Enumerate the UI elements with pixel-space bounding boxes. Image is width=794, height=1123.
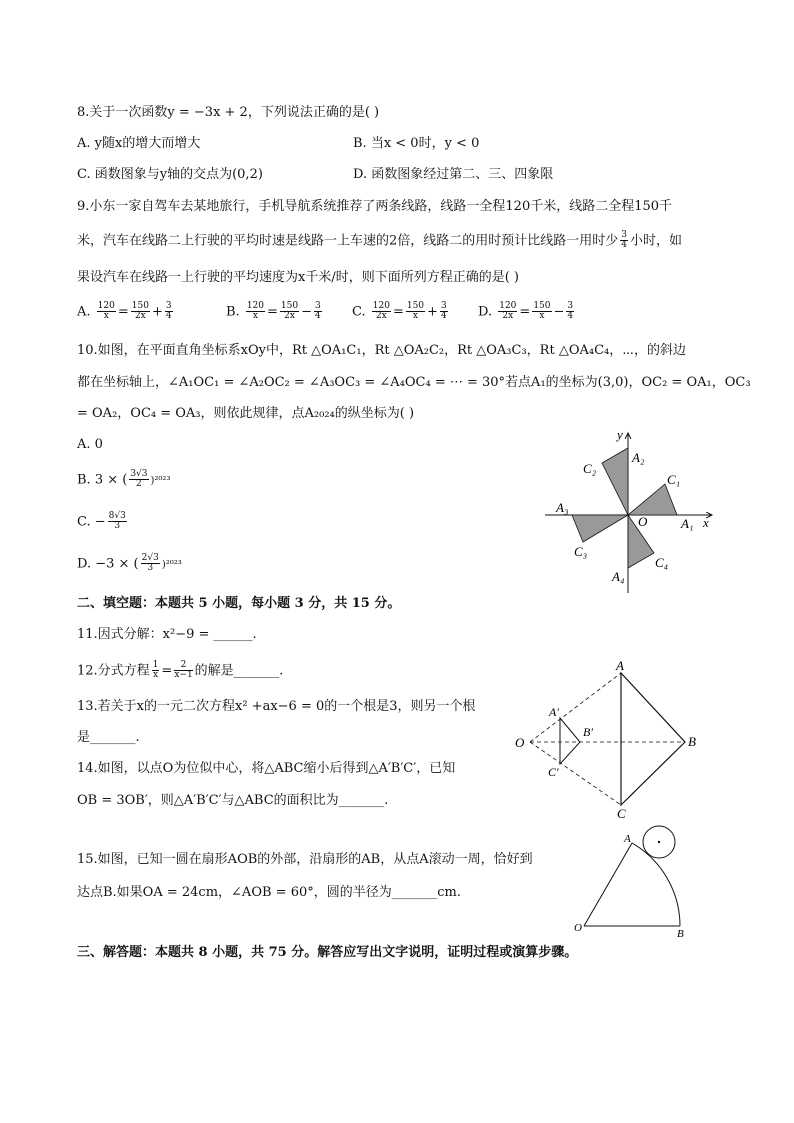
q9d-n2: 150 [533,301,551,311]
q9c-d3: 4 [440,311,447,322]
q9-line2-a: 米，汽车在线路二上行驶的平均时速是线路一上车速的2倍，线路二的用时预计比线路一用时少 [77,233,619,249]
circle-center [658,841,660,843]
fig14-label-o: O [515,735,525,750]
q9a-d1: x [103,311,109,322]
q8-option-a[interactable]: A. y随x的增大而增大 [77,136,201,151]
arc-ab [632,843,680,926]
q9-option-b[interactable]: B. $\frac{120}{x}$ = $\frac{150}{2x}$ − $\frac{3}{4}$ [226,301,321,322]
fig10-label-o: O [638,514,648,529]
q13-line1: 13.若关于x的一元二次方程x² +ax−6 = 0的一个根是3，则另一个根 [77,699,476,714]
fig14-label-cp: C′ [548,765,559,779]
q12-d2: x−1 [174,670,193,681]
fig14-label-bp: B′ [583,725,593,739]
fig10-label-a2: A₂ [632,450,645,465]
q9b-n1: 120 [246,301,265,311]
q8-option-c[interactable]: C. 函数图象与y轴的交点为(0,2) [77,167,263,182]
fig10-label-y: y [617,427,623,442]
q9a-d2: 2x [134,311,146,322]
q12-n2: 2 [174,661,192,671]
q9b-n3: 3 [315,301,321,311]
q9a-n2: 150 [131,301,149,311]
q10c-den: 3 [114,521,121,532]
q9a-label: A. [77,304,91,320]
q9b-op: − [301,304,313,320]
segment-oa [584,843,632,926]
q9d-label: D. [478,304,493,320]
q10-option-a[interactable]: A. 0 [77,437,103,452]
fig14-label-c: C [617,806,626,821]
q9-option-a[interactable]: A. $\frac{120}{x}$ = $\frac{150}{2x}$ + $\frac{3}{4}$ [77,301,172,322]
q9b-d3: 4 [315,311,321,322]
q9d-d1: 2x [502,311,514,322]
q9-option-c[interactable]: C. $\frac{120}{2x}$ = $\frac{150}{x}$ + $\frac{3}{4}$ [352,301,447,322]
q9-fraction-num: 3 [621,230,628,240]
fig10-label-c1: C₁ [667,472,681,487]
q9b-d1: x [252,311,258,322]
fig15-label-a: A [624,833,631,845]
q10-line3: = OA₂，OC₄ = OA₃，则依此规律，点A₂₀₂₄的纵坐标为( ) [77,406,415,421]
q8-option-d[interactable]: D. 函数图象经过第二、三、四象限 [353,167,554,182]
q10b-post: )²⁰²³ [150,475,171,487]
fig10-label-c4: C₄ [655,555,669,570]
q9c-n1: 120 [372,301,390,311]
fig14-label-b: B [688,734,696,749]
fig10-label-c2: C₂ [583,461,597,476]
q12-eq: = [161,663,173,679]
q9c-n3: 3 [440,301,447,311]
q10d-post: )²⁰²³ [161,559,182,571]
q9a-n1: 120 [97,301,115,311]
q12-post: 的解是_______. [194,663,284,679]
q9-line2-b: 小时，如 [630,233,683,249]
q9c-d2: x [412,311,418,322]
fig15-label-b: B [677,928,684,940]
q11: 11.因式分解：x²−9 = ______. [77,627,257,642]
fig14-label-ap: A′ [549,705,559,719]
q9-fraction-den: 4 [621,240,628,251]
q10b-den: 2 [136,479,142,490]
fig10-label-a3: A₃ [556,500,569,515]
q14-line2: OB = 3OB′，则△A′B′C′与△ABC的面积比为_______. [77,793,389,808]
fig10-label-c3: C₃ [574,544,588,559]
q10b-pre: B. 3 × ( [77,472,128,488]
q13-line2: 是_______. [77,730,140,745]
q9-line3: 果设汽车在线路一上行驶的平均速度为x千米/时，则下面所列方程正确的是( ) [77,270,519,285]
q12-d1: x [153,670,159,681]
section-2-heading: 二、填空题：本题共 5 小题，每小题 3 分，共 15 分。 [77,596,401,611]
q9c-n2: 150 [406,301,425,311]
q9c-label: C. [352,304,366,320]
q12-pre: 12.分式方程 [77,663,150,679]
q9b-d2: 2x [284,311,295,322]
fig14-label-a: A [616,658,624,673]
q8-stem: 8.关于一次函数y = −3x + 2，下列说法正确的是( ) [77,105,380,120]
q12-n1: 1 [152,660,159,670]
q9a-d3: 4 [165,311,172,322]
q9a-n3: 3 [165,301,172,311]
section-3-heading: 三、解答题：本题共 8 小题，共 75 分。解答应写出文字说明，证明过程或演算步骤。 [77,945,578,960]
q10b-num: 3√3 [130,469,148,479]
q9d-op: − [553,304,565,320]
q10c-num: 8√3 [108,511,126,521]
fig10-label-a4: A₄ [612,569,625,584]
fig10-label-a1: A₁ [681,516,694,531]
q9a-op: + [151,304,163,320]
q9d-n1: 120 [499,301,517,311]
q9d-n3: 3 [567,301,574,311]
q10c-pre: C. − [77,514,106,530]
q10-line2: 都在坐标轴上，∠A₁OC₁ = ∠A₂OC₂ = ∠A₃OC₃ = ∠A₄OC₄ = ⋯ = 30°若点A₁的坐标为(3,0)，OC₂ = OA₁，OC₃ [77,375,751,390]
q9b-label: B. [226,304,240,320]
q15-line1: 15.如图，已知一圆在扇形AOB的外部，沿扇形的AB，从点A滚动一周，恰好到 [77,852,533,867]
q10-line1: 10.如图，在平面直角坐标系xOy中，Rt △OA₁C₁，Rt △OA₂C₂，Rt △OA₃C₃，Rt △OA₄C₄，⋯，的斜边 [77,343,686,358]
q15-line2: 达点B.如果OA = 24cm，∠AOB = 60°，圆的半径为_______cm. [77,885,461,900]
q9d-d3: 4 [567,311,574,322]
q10d-pre: D. −3 × ( [77,556,139,572]
q9c-op: + [427,304,438,320]
q14-line1: 14.如图，以点O为位似中心，将△ABC缩小后得到△A′B′C′，已知 [77,761,456,776]
q9b-n2: 150 [280,301,299,311]
q9-line1: 9.小东一家自驾车去某地旅行，手机导航系统推荐了两条线路，线路一全程120千米，线路二全程150千 [77,199,673,214]
q10d-den: 3 [147,563,154,574]
q9c-d1: 2x [375,311,387,322]
q9-option-d[interactable]: D. $\frac{120}{2x}$ = $\frac{150}{x}$ − $\frac{3}{4}$ [478,301,574,322]
fig10-label-x: x [703,515,709,530]
fig15-label-o: O [574,922,582,934]
q8-option-b[interactable]: B. 当x < 0时，y < 0 [353,136,480,151]
q10d-num: 2√3 [141,553,159,563]
q9d-d2: x [539,311,545,322]
